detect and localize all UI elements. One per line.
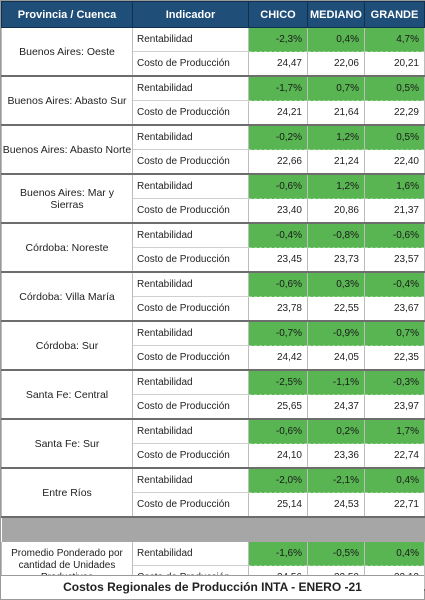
costo-grande: 22,71 [365, 493, 425, 518]
rentabilidad-mediano: 0,7% [308, 76, 365, 101]
separator-cell [2, 517, 425, 542]
rentabilidad-chico: -2,0% [249, 468, 308, 493]
rentabilidad-grande: -0,3% [365, 370, 425, 395]
header-row [2, 2, 425, 28]
costo-mediano: 23,73 [308, 248, 365, 273]
costo-grande: 20,21 [365, 52, 425, 77]
indicator-costo-produccion: Costo de Producción [133, 101, 249, 126]
costo-mediano: 20,86 [308, 199, 365, 224]
costo-chico: 23,40 [249, 199, 308, 224]
separator-row [2, 517, 425, 542]
indicator-costo-produccion: Costo de Producción [133, 297, 249, 322]
rentabilidad-mediano: 0,3% [308, 272, 365, 297]
costo-grande: 22,74 [365, 444, 425, 469]
rentabilidad-grande: 0,5% [365, 125, 425, 150]
indicator-costo-produccion: Costo de Producción [133, 444, 249, 469]
costo-chico: 25,14 [249, 493, 308, 518]
rentabilidad-mediano: -1,1% [308, 370, 365, 395]
promedio-label-line: Promedio Ponderado por [11, 547, 123, 559]
promedio-label-line: cantidad de Unidades [18, 559, 116, 571]
rentabilidad-mediano: -2,1% [308, 468, 365, 493]
rentabilidad-grande: 0,7% [365, 321, 425, 346]
rentabilidad-chico: -1,7% [249, 76, 308, 101]
region-name: Córdoba: Noreste [2, 223, 133, 272]
header-grande: GRANDE [365, 2, 425, 28]
rentabilidad-grande: 1,6% [365, 174, 425, 199]
table-body [2, 28, 425, 591]
table-row [2, 76, 425, 101]
rentabilidad-grande: 0,4% [365, 542, 425, 566]
indicator-rentabilidad: Rentabilidad [133, 542, 249, 566]
region-name: Buenos Aires: Oeste [2, 28, 133, 77]
indicator-rentabilidad: Rentabilidad [133, 125, 249, 150]
rentabilidad-grande: 0,5% [365, 76, 425, 101]
region-name: Córdoba: Sur [2, 321, 133, 370]
rentabilidad-chico: -1,6% [249, 542, 308, 566]
indicator-rentabilidad: Rentabilidad [133, 28, 249, 52]
costo-mediano: 23,36 [308, 444, 365, 469]
costo-mediano: 24,53 [308, 493, 365, 518]
header-mediano: MEDIANO [308, 2, 365, 28]
table-row [2, 125, 425, 150]
rentabilidad-mediano: 0,2% [308, 419, 365, 444]
rentabilidad-grande: -0,4% [365, 272, 425, 297]
region-name: Córdoba: Villa María [2, 272, 133, 321]
table-row [2, 468, 425, 493]
rentabilidad-chico: -0,7% [249, 321, 308, 346]
indicator-rentabilidad: Rentabilidad [133, 321, 249, 346]
table-row [2, 321, 425, 346]
costo-chico: 23,78 [249, 297, 308, 322]
region-name: Buenos Aires: Abasto Norte [2, 125, 133, 174]
rentabilidad-grande: 0,4% [365, 468, 425, 493]
rentabilidad-grande: 4,7% [365, 28, 425, 52]
rentabilidad-mediano: 0,4% [308, 28, 365, 52]
rentabilidad-chico: -2,5% [249, 370, 308, 395]
costo-grande: 21,37 [365, 199, 425, 224]
region-name: Santa Fe: Central [2, 370, 133, 419]
costo-chico: 25,65 [249, 395, 308, 420]
rentabilidad-mediano: -0,9% [308, 321, 365, 346]
table-row [2, 542, 425, 566]
indicator-rentabilidad: Rentabilidad [133, 468, 249, 493]
indicator-rentabilidad: Rentabilidad [133, 272, 249, 297]
rentabilidad-chico: -0,6% [249, 272, 308, 297]
rentabilidad-mediano: 1,2% [308, 125, 365, 150]
indicator-costo-produccion: Costo de Producción [133, 395, 249, 420]
costo-chico: 24,42 [249, 346, 308, 371]
region-name: Buenos Aires: Abasto Sur [2, 76, 133, 125]
indicator-rentabilidad: Rentabilidad [133, 174, 249, 199]
rentabilidad-chico: -0,2% [249, 125, 308, 150]
indicator-costo-produccion: Costo de Producción [133, 493, 249, 518]
table-row [2, 28, 425, 52]
costo-mediano: 21,64 [308, 101, 365, 126]
rentabilidad-chico: -0,6% [249, 419, 308, 444]
region-name: Entre Ríos [2, 468, 133, 517]
indicator-costo-produccion: Costo de Producción [133, 248, 249, 273]
costo-mediano: 24,37 [308, 395, 365, 420]
costo-grande: 23,67 [365, 297, 425, 322]
indicator-costo-produccion: Costo de Producción [133, 199, 249, 224]
costo-mediano: 22,55 [308, 297, 365, 322]
table-row [2, 419, 425, 444]
table-footer-title: Costos Regionales de Producción INTA - ENERO -21 [1, 575, 424, 599]
costo-grande: 22,35 [365, 346, 425, 371]
region-name: Buenos Aires: Mar y Sierras [2, 174, 133, 223]
regional-cost-table [1, 1, 425, 591]
costo-grande: 23,57 [365, 248, 425, 273]
indicator-rentabilidad: Rentabilidad [133, 76, 249, 101]
costo-grande: 23,97 [365, 395, 425, 420]
rentabilidad-chico: -0,6% [249, 174, 308, 199]
costo-chico: 24,47 [249, 52, 308, 77]
costo-mediano: 24,05 [308, 346, 365, 371]
header-provincia: Provincia / Cuenca [2, 2, 133, 28]
indicator-rentabilidad: Rentabilidad [133, 223, 249, 248]
rentabilidad-grande: 1,7% [365, 419, 425, 444]
costo-chico: 24,10 [249, 444, 308, 469]
table-row [2, 223, 425, 248]
rentabilidad-chico: -0,4% [249, 223, 308, 248]
indicator-costo-produccion: Costo de Producción [133, 52, 249, 77]
rentabilidad-mediano: -0,8% [308, 223, 365, 248]
region-name: Santa Fe: Sur [2, 419, 133, 468]
header-chico: CHICO [249, 2, 308, 28]
costo-grande: 22,29 [365, 101, 425, 126]
costo-mediano: 22,06 [308, 52, 365, 77]
indicator-rentabilidad: Rentabilidad [133, 370, 249, 395]
table-row [2, 272, 425, 297]
costo-grande: 22,40 [365, 150, 425, 175]
indicator-costo-produccion: Costo de Producción [133, 346, 249, 371]
costo-chico: 22,66 [249, 150, 308, 175]
table-row [2, 370, 425, 395]
costo-chico: 24,21 [249, 101, 308, 126]
indicator-rentabilidad: Rentabilidad [133, 419, 249, 444]
rentabilidad-grande: -0,6% [365, 223, 425, 248]
costo-chico: 23,45 [249, 248, 308, 273]
header-indicador: Indicador [133, 2, 249, 28]
rentabilidad-chico: -2,3% [249, 28, 308, 52]
rentabilidad-mediano: 1,2% [308, 174, 365, 199]
table-row [2, 174, 425, 199]
indicator-costo-produccion: Costo de Producción [133, 150, 249, 175]
costo-mediano: 21,24 [308, 150, 365, 175]
rentabilidad-mediano: -0,5% [308, 542, 365, 566]
